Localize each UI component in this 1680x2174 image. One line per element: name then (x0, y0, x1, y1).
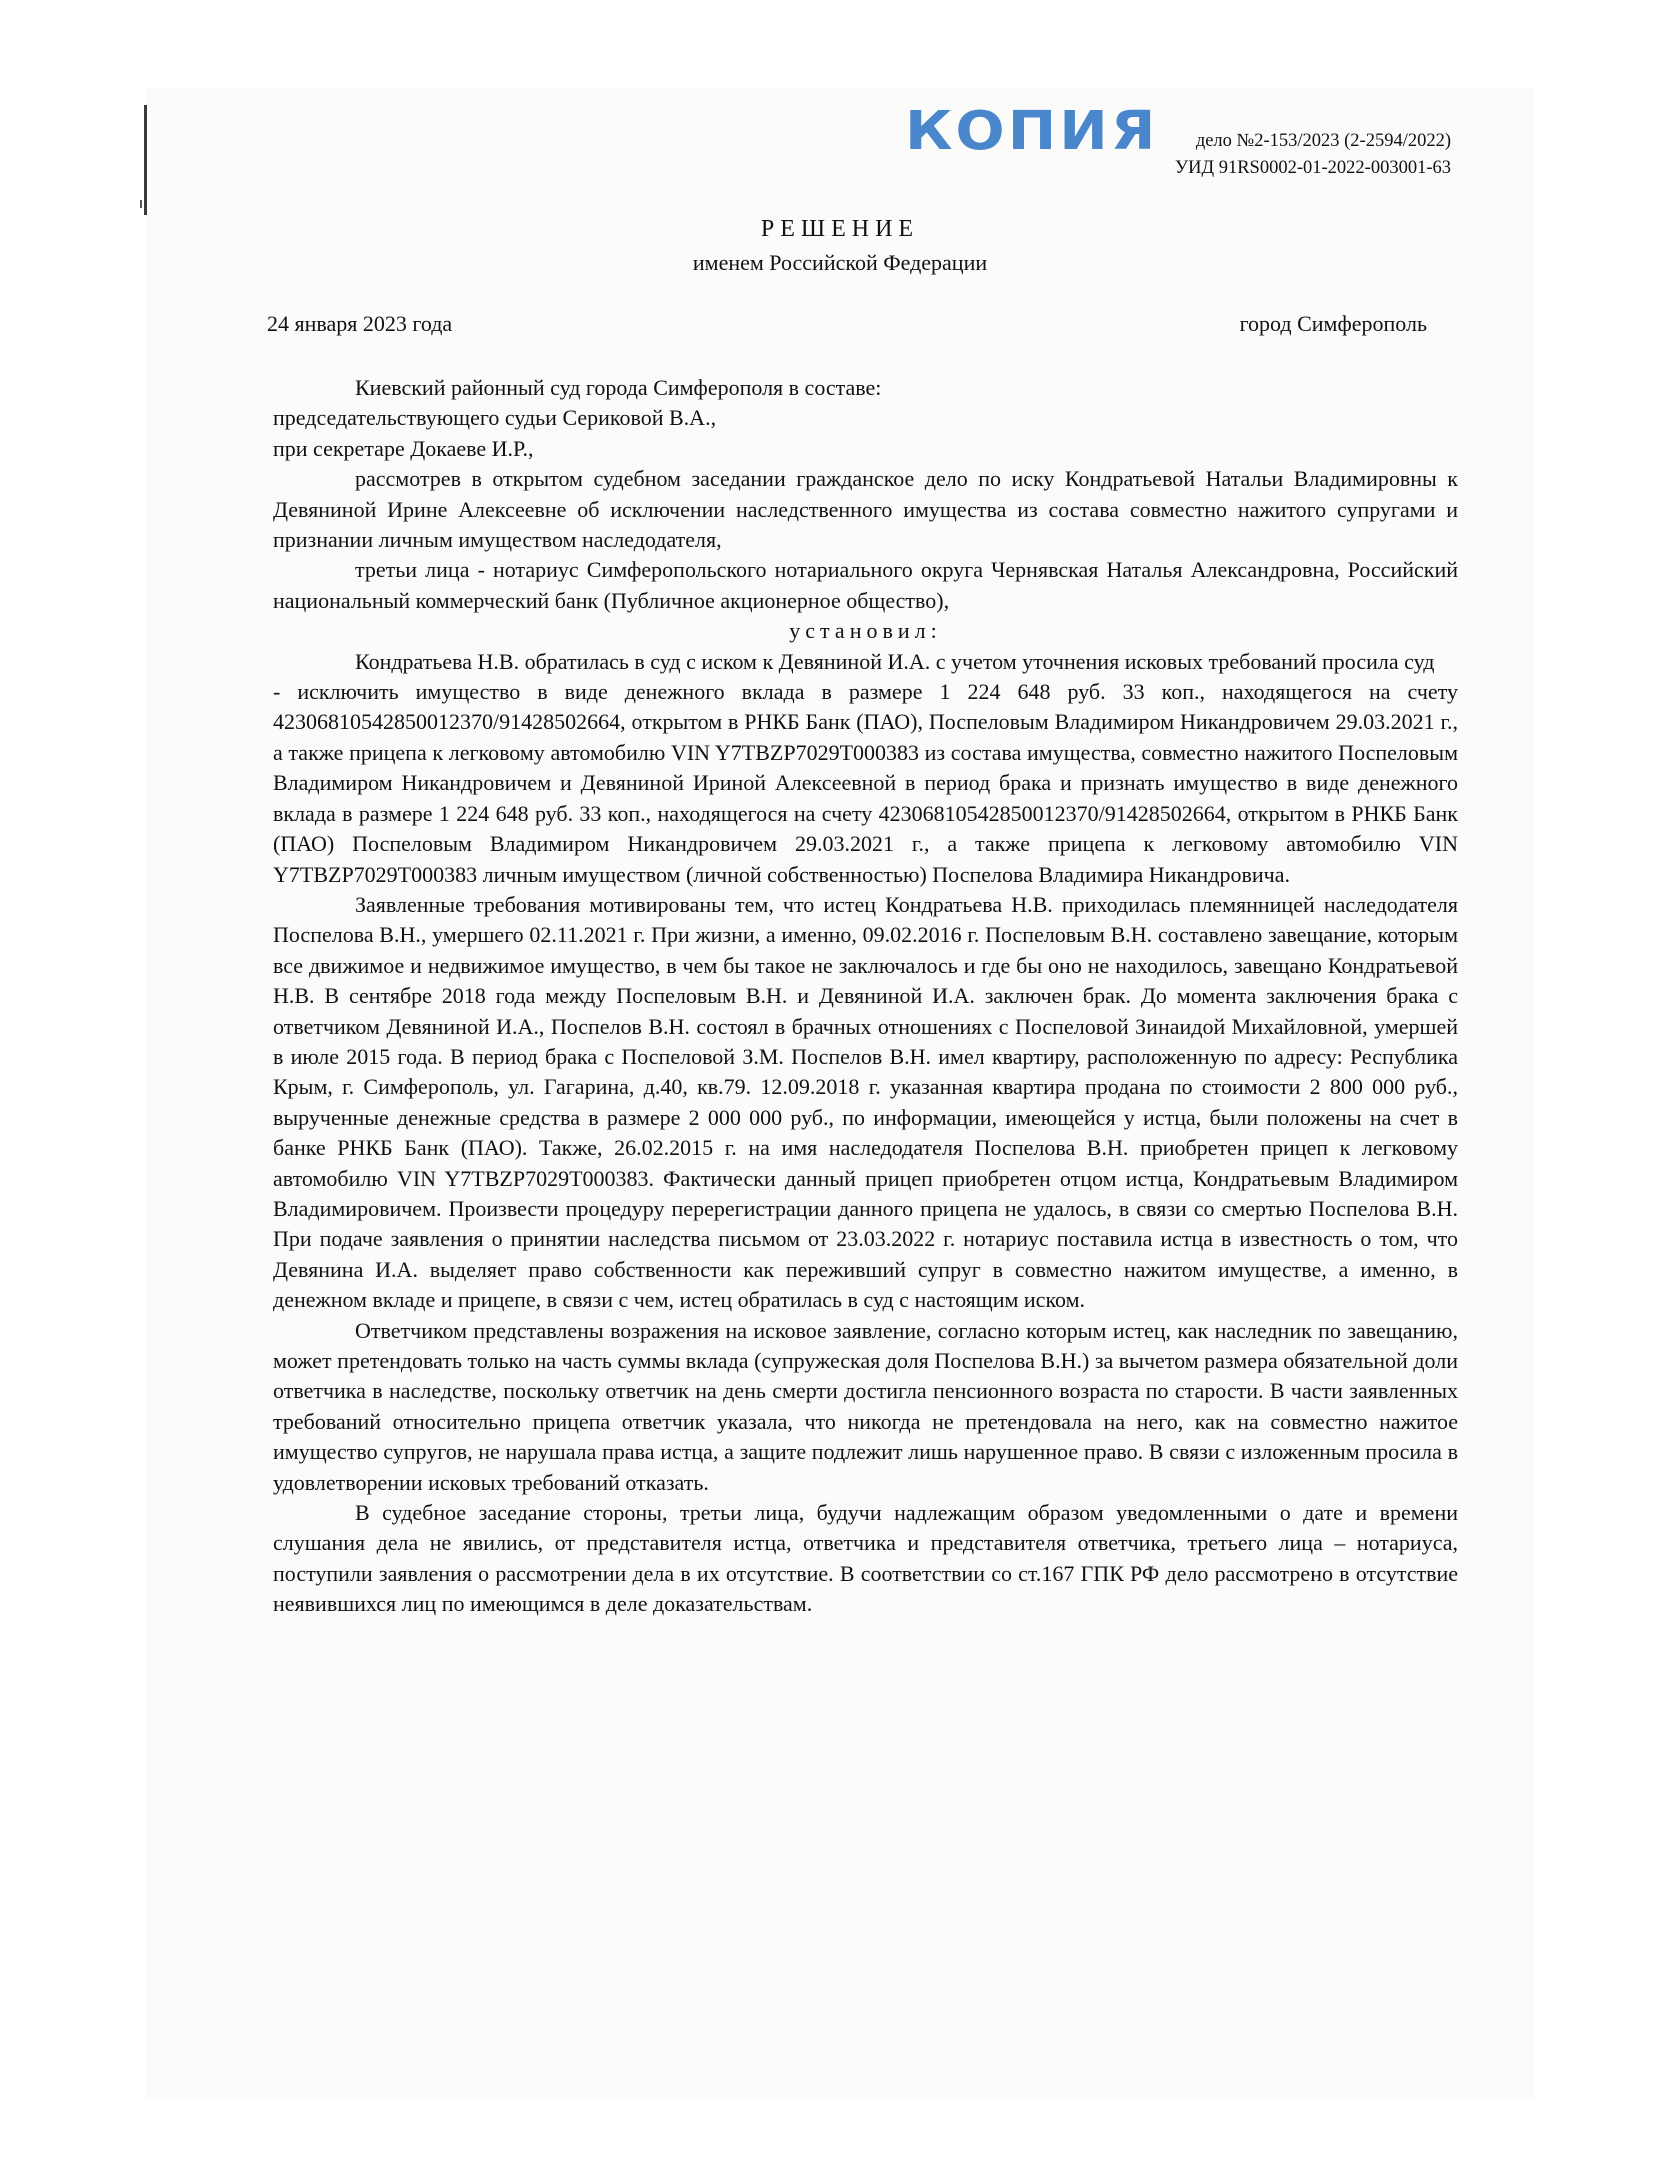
document-body (273, 373, 1458, 1620)
paragraph: Кондратьева Н.В. обратилась в суд с иском к Девяниной И.А. с учетом уточнения исковых требований просила суд (355, 648, 1435, 674)
paragraph: - исключить имущество в виде денежного вклада в размере 1 224 648 руб. 33 коп., находящегося на счету 42306810542850012370/91428502664, открытом в РНКБ Банк (ПАО), Поспеловым Владимиром Никандровичем 29.03.2021 г., а также прицепа к легковому автомобилю VIN Y7TBZP7029T000383 из состава имущества, совместно нажитого Поспеловым Владимиром Никандровичем и Девяниной Ириной Алексеевной в период брака и признать имущество в виде денежного вклада в размере 1 224 648 руб. 33 коп., находящегося на счету 42306810542850012370/91428502664, открытом в РНКБ Банк (ПАО) Поспеловым Владимиром Никандровичем 29.03.2021 г., а также прицепа к легковому автомобилю VIN Y7TBZP7029T000383 личным имуществом (личной собственностью) Поспелова Владимира Никандровича. (273, 679, 1458, 887)
paragraph: рассмотрев в открытом судебном заседании гражданское дело по иску Кондратьевой Натальи Владимировны к Девяниной Ирине Алексеевне об исключении наследственного имущества из состава совместно нажитого супругами и признании личным имуществом наследодателя, (273, 466, 1458, 553)
document-title: РЕШЕНИЕ (760, 216, 920, 242)
paragraph: председательствующего судьи Сериковой В.А., (273, 405, 717, 431)
document-subtitle: именем Российской Федерации (692, 250, 988, 275)
case-uid: УИД 91RS0002-01-2022-003001-63 (1175, 158, 1451, 178)
margin-mark-small (140, 200, 142, 208)
paragraph: Киевский районный суд города Симферополя в составе: (355, 375, 882, 400)
paragraph: В судебное заседание стороны, третьи лица, будучи надлежащим образом уведомленными о дате и времени слушания дела не явились, от представителя истца, ответчика и представителя ответчика, третьего лица – нотариуса, поступили заявления о рассмотрении дела в их отсутствие. В соответствии со ст.167 ГПК РФ дело рассмотрено в отсутствие неявившихся лиц по имеющимся в деле доказательствам. (273, 1500, 1458, 1617)
paragraph: Ответчиком представлены возражения на исковое заявление, согласно которым истец, как наследник по завещанию, может претендовать только на часть суммы вклада (супружеская доля Поспелова В.Н.) за вычетом размера обязательной доли ответчика в наследстве, поскольку ответчик на день смерти достигла пенсионного возраста по старости. В части заявленных требований относительно прицепа ответчик указала, что никогда не претендовала на него, как на совместно нажитое имущество супругов, не нарушала права истца, а защите подлежит лишь нарушенное право. В связи с изложенным просила в удовлетворении исковых требований отказать. (273, 1317, 1458, 1495)
case-number: дело №2-153/2023 (2-2594/2022) (1195, 131, 1451, 151)
decision-city: город Симферополь (1239, 311, 1427, 336)
paragraph: при секретаре Докаеве И.Р., (273, 435, 534, 461)
paragraph-established: установил: (789, 618, 942, 644)
case-info (1175, 128, 1451, 182)
decision-date: 24 января 2023 года (267, 311, 453, 336)
copy-stamp: КОПИЯ (905, 99, 1159, 162)
paragraph: третьи лица - нотариус Симферопольского нотариального округа Чернявская Наталья Александровна, Российский национальный коммерческий банк (Публичное акционерное общество), (273, 557, 1458, 613)
margin-mark (144, 105, 147, 215)
paragraph: Заявленные требования мотивированы тем, что истец Кондратьева Н.В. приходилась племянницей наследодателя Поспелова В.Н., умершего 02.11.2021 г. При жизни, а именно, 09.02.2016 г. Поспеловым В.Н. составлено завещание, которым все движимое и недвижимое имущество, в чем бы такое не заключалось и где бы оно не находилось, завещано Кондратьевой Н.В. В сентябре 2018 года между Поспеловым В.Н. и Девяниной И.А. заключен брак. До момента заключения брака с ответчиком Девяниной И.А., Поспелов В.Н. состоял в брачных отношениях с Поспеловой Зинаидой Михайловной, умершей в июле 2015 года. В период брака с Поспеловой З.М. Поспелов В.Н. имел квартиру, расположенную по адресу: Республика Крым, г. Симферополь, ул. Гагарина, д.40, кв.79. 12.09.2018 г. указанная квартира продана по стоимости 2 800 000 руб., вырученные денежные средства в размере 2 000 000 руб., по информации, имеющейся у истца, были положены на счет в банке РНКБ Банк (ПАО). Также, 26.02.2015 г. на имя наследодателя Поспелова В.Н. приобретен прицеп к легковому автомобилю VIN Y7TBZP7029T000383. Фактически данный прицеп приобретен отцом истца, Кондратьевым Владимиром Владимировичем. Произвести процедуру перерегистрации данного прицепа не удалось, в связи со смертью Поспелова В.Н. При подаче заявления о принятии наследства письмом от 23.03.2022 г. нотариус поставила истца в известность о том, что Девянина И.А. выделяет право собственности как переживший супруг в совместно нажитом имуществе, а именно, в денежном вкладе и прицепе, в связи с чем, истец обратилась в суд с настоящим иском. (273, 891, 1458, 1313)
